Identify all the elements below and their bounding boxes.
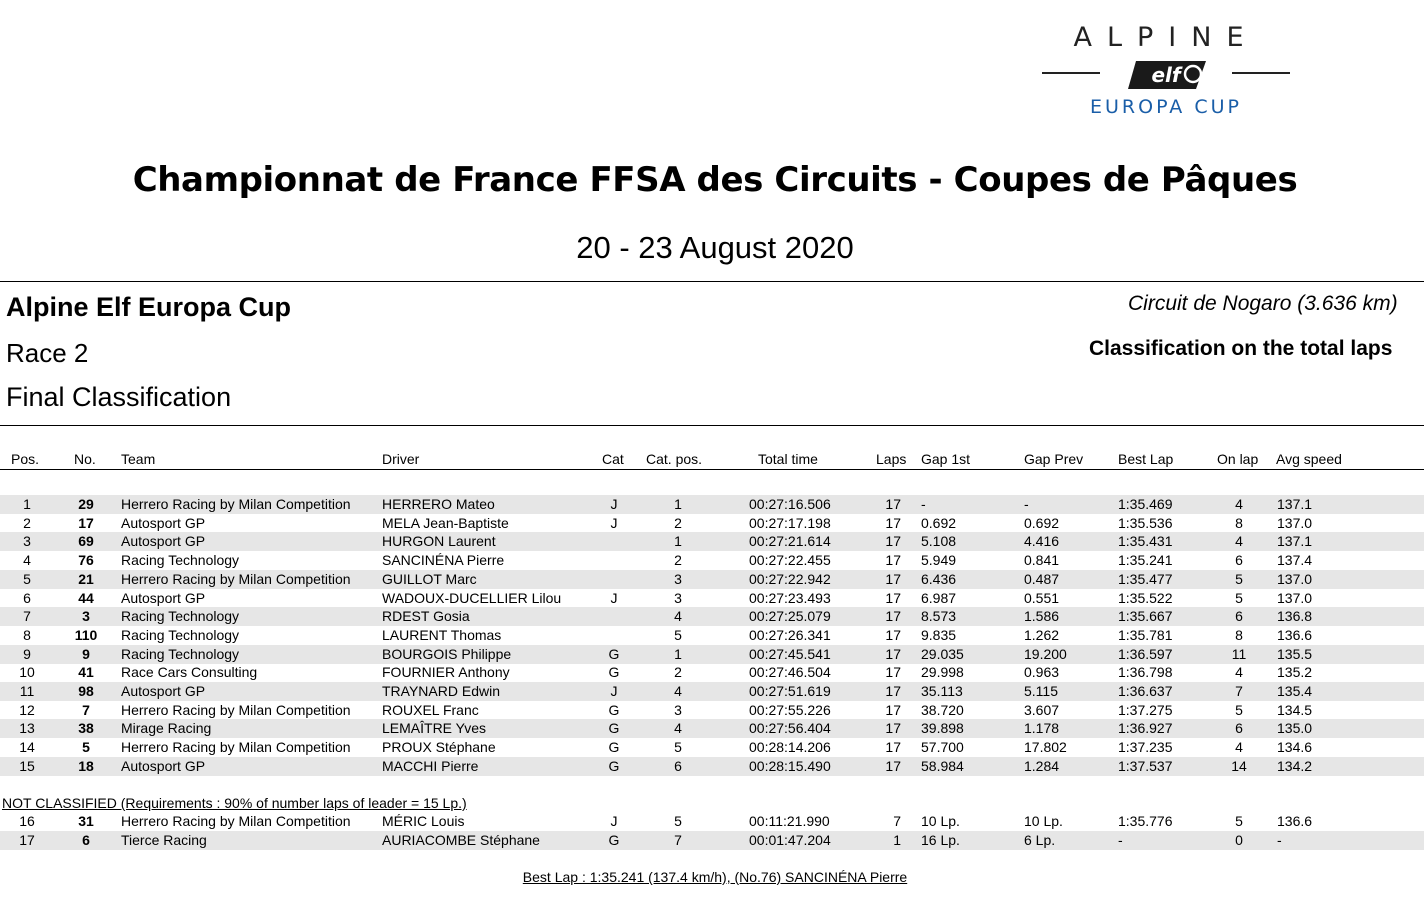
cell-car-no: 31 [78,813,94,829]
cell-best-lap: - [1118,831,1123,848]
cell-gap-prev: 0.487 [1024,570,1060,587]
cell-cat-pos: 5 [674,626,682,643]
logo-alpine-word: ALPINE [1073,22,1259,53]
cell-team: Autosport GP [121,757,206,774]
table-row [0,738,1424,757]
cell-driver: LEMAÎTRE Yves [382,720,487,737]
cell-laps: 17 [885,552,901,569]
cell-best-lap: 1:36.927 [1118,720,1173,737]
cell-car-no: 7 [82,701,90,718]
cell-cat-pos: 3 [674,701,682,718]
cell-driver: RDEST Gosia [382,608,470,625]
cell-on-lap: 6 [1235,720,1243,737]
cell-cat-pos: 6 [674,757,682,774]
cell-pos: 8 [23,626,31,643]
table-row [0,682,1424,701]
cell-team: Herrero Racing by Milan Competition [121,701,351,718]
cell-gap-1st: 38.720 [921,701,964,718]
cell-car-no: 5 [82,739,90,756]
cell-gap-1st: 0.692 [921,514,957,531]
cell-cat-pos: 2 [674,514,682,531]
table-row [0,645,1424,664]
cell-cat-pos: 1 [674,533,682,550]
cell-cat: J [610,683,618,699]
cell-avg-speed: 136.8 [1277,608,1313,625]
cell-cat-pos: 5 [674,739,682,756]
cell-total-time: 00:27:51.619 [749,683,831,699]
logo-divider-right [1232,72,1290,74]
cell-cat: G [608,720,620,737]
cell-on-lap: 11 [1231,645,1247,662]
cell-on-lap: 0 [1235,831,1243,848]
cell-driver: LAURENT Thomas [382,626,502,643]
cell-laps: 7 [893,813,901,829]
cell-best-lap: 1:37.275 [1118,701,1173,718]
cell-cat: J [610,589,618,606]
table-row [0,626,1424,645]
col-gap-1st: Gap 1st [921,451,971,467]
cell-laps: 17 [885,608,901,625]
cell-on-lap: 4 [1235,533,1243,550]
col-on-lap: On lap [1217,451,1259,467]
cell-driver: FOURNIER Anthony [382,664,510,681]
cell-laps: 17 [885,757,901,774]
cell-team: Autosport GP [121,533,206,550]
cell-laps: 1 [893,831,901,848]
cell-avg-speed: 137.0 [1277,514,1313,531]
cell-total-time: 00:01:47.204 [749,831,831,848]
divider-header-bottom [0,469,1424,470]
cell-gap-prev: - [1024,496,1029,512]
cell-avg-speed: 134.6 [1277,739,1313,756]
cell-best-lap: 1:36.597 [1118,645,1173,662]
cell-car-no: 98 [78,683,94,699]
cell-total-time: 00:27:26.341 [749,626,831,643]
cell-total-time: 00:27:22.455 [749,552,831,569]
cell-pos: 1 [23,496,31,512]
col-pos: Pos. [11,451,40,467]
cell-best-lap: 1:35.469 [1118,496,1173,512]
cell-team: Autosport GP [121,589,206,606]
table-row [0,607,1424,626]
cell-on-lap: 4 [1235,496,1243,512]
cell-gap-prev: 6 Lp. [1024,831,1056,848]
cell-best-lap: 1:35.241 [1118,552,1173,569]
cell-pos: 11 [19,683,35,699]
table-row [0,532,1424,551]
cell-pos: 9 [23,645,31,662]
cell-on-lap: 8 [1235,514,1243,531]
cell-total-time: 00:27:21.614 [749,533,831,550]
cell-car-no: 38 [78,720,94,737]
table-row [0,812,1424,831]
cell-gap-prev: 19.200 [1024,645,1067,662]
cell-best-lap: 1:36.637 [1118,683,1173,699]
cell-pos: 3 [23,533,31,550]
cell-driver: HURGON Laurent [382,533,496,550]
cell-total-time: 00:27:46.504 [749,664,831,681]
cell-cat-pos: 2 [674,552,682,569]
table-row [0,831,1424,850]
cell-pos: 16 [19,813,35,829]
best-lap-note: Best Lap : 1:35.241 (137.4 km/h), (No.76) SANCINÉNA Pierre [522,869,908,885]
col-total-time: Total time [758,451,818,467]
cell-driver: MÉRIC Louis [382,813,465,829]
cell-best-lap: 1:35.522 [1118,589,1173,606]
cell-gap-1st: 57.700 [921,739,964,756]
cell-gap-1st: 29.998 [921,664,964,681]
cell-best-lap: 1:35.781 [1118,626,1173,643]
cell-total-time: 00:28:15.490 [749,757,831,774]
table-row [0,589,1424,608]
cell-team: Herrero Racing by Milan Competition [121,496,351,512]
cell-best-lap: 1:35.431 [1118,533,1173,550]
cell-cat: G [608,701,620,718]
cell-total-time: 00:27:16.506 [749,496,831,512]
table-row [0,663,1424,682]
cell-laps: 17 [885,570,901,587]
classification-basis: Classification on the total laps [1089,337,1393,360]
cell-team: Herrero Racing by Milan Competition [121,739,351,756]
cell-gap-1st: 39.898 [921,720,964,737]
table-row [0,570,1424,589]
cell-pos: 17 [19,831,35,848]
cell-avg-speed: 134.5 [1277,701,1313,718]
cell-pos: 12 [19,701,35,718]
cell-total-time: 00:27:17.198 [749,514,831,531]
logo-europa-cup: EUROPA CUP [1090,96,1242,118]
cell-team: Autosport GP [121,514,206,531]
cell-gap-prev: 0.692 [1024,514,1060,531]
elf-badge-icon [1126,59,1210,91]
cell-best-lap: 1:37.537 [1118,757,1173,774]
cell-on-lap: 6 [1235,552,1243,569]
cell-avg-speed: 135.0 [1277,720,1313,737]
cell-laps: 17 [885,589,901,606]
cell-cat-pos: 4 [674,683,682,699]
cell-pos: 13 [19,720,35,737]
cell-total-time: 00:27:55.226 [749,701,831,718]
cell-cat-pos: 1 [674,645,682,662]
table-row [0,495,1424,514]
cell-cat: J [610,514,618,531]
cell-laps: 17 [885,664,901,681]
cell-cat-pos: 3 [674,570,682,587]
cell-total-time: 00:28:14.206 [749,739,831,756]
cell-team: Autosport GP [121,683,206,699]
cell-driver: HERRERO Mateo [382,496,495,512]
cell-on-lap: 4 [1235,739,1243,756]
cell-driver: ROUXEL Franc [382,701,479,718]
cell-cat-pos: 4 [674,720,682,737]
cell-team: Race Cars Consulting [121,664,258,681]
cell-pos: 6 [23,589,31,606]
col-best-lap: Best Lap [1118,451,1174,467]
cell-cat-pos: 2 [674,664,682,681]
cell-team: Racing Technology [121,626,240,643]
cell-laps: 17 [885,626,901,643]
cell-team: Herrero Racing by Milan Competition [121,570,351,587]
table-row [0,757,1424,776]
cell-driver: PROUX Stéphane [382,739,496,756]
cell-laps: 17 [885,514,901,531]
col-gap-prev: Gap Prev [1024,451,1084,467]
cell-best-lap: 1:37.235 [1118,739,1173,756]
cell-team: Mirage Racing [121,720,212,737]
cell-on-lap: 5 [1235,813,1243,829]
cell-gap-1st: 16 Lp. [921,831,960,848]
cell-avg-speed: 135.5 [1277,645,1313,662]
cell-on-lap: 6 [1235,608,1243,625]
cell-on-lap: 5 [1235,589,1243,606]
cell-pos: 2 [23,514,31,531]
cell-pos: 4 [23,552,31,569]
cell-gap-prev: 3.607 [1024,701,1060,718]
circuit-name: Circuit de Nogaro (3.636 km) [1128,292,1398,315]
cell-gap-1st: 6.436 [921,570,957,587]
col-avg-speed: Avg speed [1276,451,1342,467]
col-cat-pos: Cat. pos. [646,451,703,467]
table-row [0,551,1424,570]
cell-cat: J [610,496,618,512]
cell-team: Racing Technology [121,552,240,569]
cell-pos: 7 [23,608,31,625]
divider-top [0,281,1424,282]
cell-gap-prev: 17.802 [1024,739,1067,756]
table-row [0,514,1424,533]
cell-on-lap: 8 [1235,626,1243,643]
cell-laps: 17 [885,720,901,737]
cell-avg-speed: 136.6 [1277,626,1313,643]
cell-team: Racing Technology [121,608,240,625]
cell-cat: G [608,664,620,681]
cell-total-time: 00:27:45.541 [749,645,831,662]
cell-avg-speed: 137.1 [1277,496,1313,512]
cell-car-no: 41 [78,664,94,681]
cell-on-lap: 7 [1235,683,1243,699]
cell-car-no: 29 [78,496,94,512]
cell-avg-speed: 135.4 [1277,683,1313,699]
cell-driver: AURIACOMBE Stéphane [382,831,540,848]
cell-avg-speed: 136.6 [1277,813,1313,829]
divider-header-top [0,425,1424,426]
cell-total-time: 00:27:56.404 [749,720,831,737]
cell-team: Herrero Racing by Milan Competition [121,813,351,829]
cell-cat-pos: 5 [674,813,682,829]
cell-cat: G [608,831,620,848]
cell-pos: 10 [19,664,35,681]
cell-on-lap: 5 [1235,701,1243,718]
cell-best-lap: 1:35.776 [1118,813,1173,829]
cell-car-no: 9 [82,645,90,662]
cell-gap-1st: 5.108 [921,533,957,550]
cell-laps: 17 [885,496,901,512]
cell-cat-pos: 7 [674,831,682,848]
cell-car-no: 21 [78,570,94,587]
cell-gap-1st: 8.573 [921,608,957,625]
cell-gap-prev: 10 Lp. [1024,813,1063,829]
table-row [0,719,1424,738]
cell-total-time: 00:27:22.942 [749,570,831,587]
cell-cat: G [608,739,620,756]
cell-avg-speed: 137.0 [1277,589,1313,606]
cell-laps: 17 [885,645,901,662]
not-classified-label: NOT CLASSIFIED (Requirements : 90% of number laps of leader = 15 Lp.) [2,795,467,811]
col-driver: Driver [382,451,420,467]
cell-avg-speed: 137.1 [1277,533,1313,550]
cell-gap-1st: 58.984 [921,757,964,774]
cell-gap-1st: 6.987 [921,589,957,606]
cell-cat-pos: 1 [674,496,682,512]
cell-gap-1st: - [921,496,926,512]
cell-driver: WADOUX-DUCELLIER Lilou [382,589,562,606]
cell-laps: 17 [885,533,901,550]
cell-best-lap: 1:35.667 [1118,608,1173,625]
cell-avg-speed: 137.0 [1277,570,1313,587]
championship-title: Championnat de France FFSA des Circuits - Coupes de Pâques [132,160,1298,200]
cell-gap-1st: 35.113 [921,683,963,699]
cell-driver: SANCINÉNA Pierre [382,552,505,569]
table-row [0,701,1424,720]
col-cat: Cat [602,451,624,467]
cell-car-no: 17 [78,514,94,531]
cell-gap-prev: 1.586 [1024,608,1060,625]
cell-on-lap: 14 [1231,757,1247,774]
cell-team: Tierce Racing [121,831,207,848]
cell-car-no: 69 [78,533,94,550]
cell-cat: G [608,645,620,662]
cell-cat: J [610,813,618,829]
cell-gap-1st: 29.035 [921,645,964,662]
cell-gap-prev: 0.963 [1024,664,1060,681]
cell-pos: 14 [19,739,35,756]
cell-cat-pos: 3 [674,589,682,606]
col-no: No. [74,451,96,467]
cell-driver: MELA Jean-Baptiste [382,514,509,531]
cell-cat: G [608,757,620,774]
cell-total-time: 00:11:21.990 [749,813,830,829]
cell-on-lap: 4 [1235,664,1243,681]
cell-car-no: 3 [82,608,90,625]
cell-gap-prev: 0.841 [1024,552,1060,569]
cell-car-no: 6 [82,831,90,848]
cell-driver: GUILLOT Marc [382,570,477,587]
logo-elf-text: elf [1151,63,1181,87]
cell-laps: 17 [885,701,901,718]
cell-best-lap: 1:36.798 [1118,664,1173,681]
cell-car-no: 110 [74,626,98,643]
cell-gap-prev: 4.416 [1024,533,1060,550]
cell-pos: 15 [19,757,35,774]
cell-gap-prev: 5.115 [1024,683,1058,699]
cell-car-no: 76 [78,552,94,569]
alpine-elf-logo [1040,22,1292,122]
cell-laps: 17 [885,683,901,699]
cell-laps: 17 [885,739,901,756]
cell-total-time: 00:27:23.493 [749,589,831,606]
cell-on-lap: 5 [1235,570,1243,587]
series-name: Alpine Elf Europa Cup [6,292,292,322]
cell-gap-1st: 10 Lp. [921,813,960,829]
cell-driver: TRAYNARD Edwin [382,683,500,699]
cell-gap-prev: 0.551 [1024,589,1060,606]
logo-divider-left [1042,72,1100,74]
cell-driver: BOURGOIS Philippe [382,645,512,662]
cell-avg-speed: 137.4 [1277,552,1313,569]
cell-gap-prev: 1.284 [1024,757,1060,774]
cell-car-no: 44 [78,589,94,606]
event-dates: 20 - 23 August 2020 [576,230,854,265]
cell-team: Racing Technology [121,645,240,662]
cell-gap-prev: 1.178 [1024,720,1060,737]
cell-cat-pos: 4 [674,608,682,625]
race-name: Race 2 [6,338,89,368]
cell-pos: 5 [23,570,31,587]
cell-car-no: 18 [78,757,94,774]
cell-total-time: 00:27:25.079 [749,608,831,625]
cell-best-lap: 1:35.536 [1118,514,1173,531]
col-team: Team [121,451,156,467]
cell-gap-1st: 9.835 [921,626,957,643]
cell-gap-prev: 1.262 [1024,626,1060,643]
cell-avg-speed: - [1277,831,1282,848]
cell-best-lap: 1:35.477 [1118,570,1173,587]
col-laps: Laps [876,451,907,467]
cell-avg-speed: 135.2 [1277,664,1313,681]
classification-type: Final Classification [6,382,232,412]
cell-avg-speed: 134.2 [1277,757,1313,774]
cell-driver: MACCHI Pierre [382,757,479,774]
cell-gap-1st: 5.949 [921,552,957,569]
